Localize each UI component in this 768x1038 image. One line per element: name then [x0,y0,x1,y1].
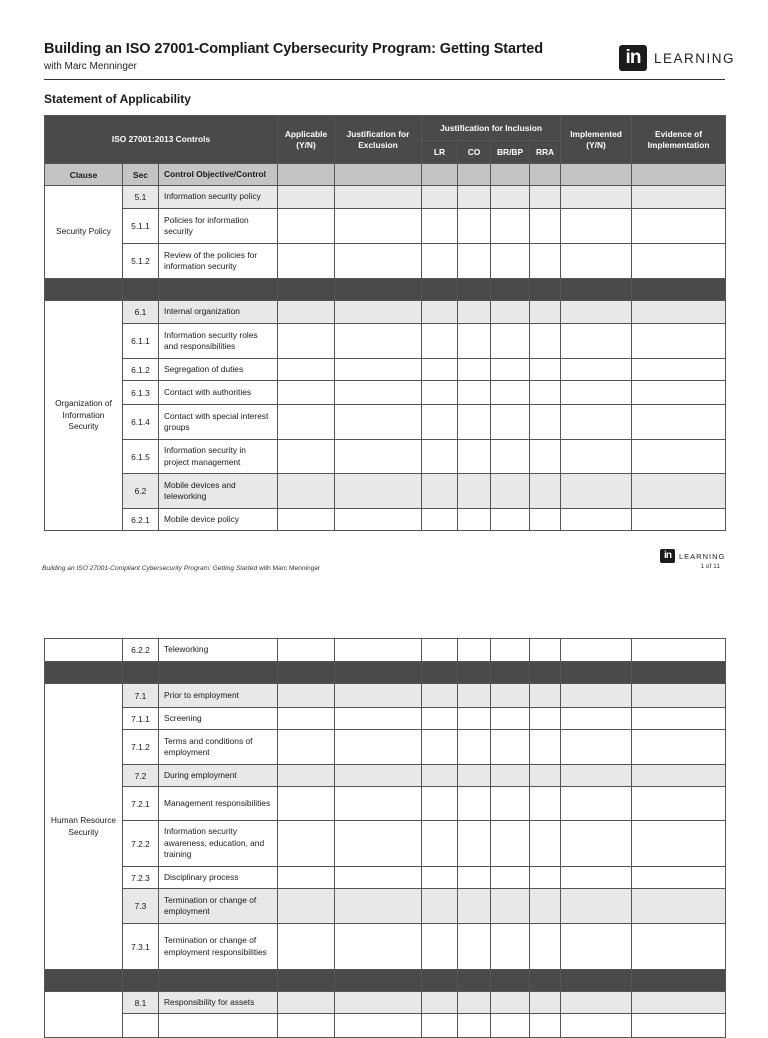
entry-cell [458,440,491,474]
control-cell: Management responsibilities [159,787,278,821]
entry-cell [491,301,530,324]
header-divider [44,79,725,80]
entry-cell [491,992,530,1014]
entry-cell [335,639,422,662]
entry-cell [335,301,422,324]
entry-cell [458,889,491,924]
entry-cell [278,1014,335,1038]
entry-cell [632,474,726,509]
control-cell: Information security policy [159,186,278,209]
entry-cell [458,381,491,405]
entry-cell [422,992,458,1014]
entry-cell [491,359,530,381]
entry-cell [561,708,632,730]
entry-cell [530,474,561,509]
control-cell: Mobile devices and teleworking [159,474,278,509]
section-divider-row [45,970,726,992]
header-lr: LR [422,141,458,164]
entry-cell [530,708,561,730]
section-number-cell: 7.3.1 [123,924,159,970]
entry-cell [422,405,458,440]
section-number-cell: 8.1 [123,992,159,1014]
footer-brand-wordmark: LEARNING [679,551,726,561]
entry-cell [491,765,530,787]
entry-cell [632,186,726,209]
entry-cell [278,509,335,531]
entry-cell [561,1014,632,1038]
entry-cell [561,765,632,787]
entry-cell [632,359,726,381]
entry-cell [458,992,491,1014]
entry-cell [335,381,422,405]
table-row [45,324,726,359]
control-cell: Information security in project management [159,440,278,474]
entry-cell [458,474,491,509]
entry-cell [458,639,491,662]
entry-cell [561,186,632,209]
header-clause: Clause [45,164,123,186]
entry-cell [422,359,458,381]
footer-course-title: Building an ISO 27001-Compliant Cybersecurity Program: Getting Started [42,565,258,572]
section-number-cell: 7.2 [123,765,159,787]
section-number-cell: 7.1 [123,684,159,708]
entry-cell [422,440,458,474]
entry-cell [278,209,335,244]
entry-cell [491,924,530,970]
entry-cell [530,924,561,970]
entry-cell [458,821,491,867]
entry-cell [561,301,632,324]
control-cell: Internal organization [159,301,278,324]
table-row [45,684,726,708]
entry-cell [491,787,530,821]
entry-cell [530,359,561,381]
control-cell: Termination or change of employment [159,889,278,924]
entry-cell [491,474,530,509]
section-number-cell: 6.2.2 [123,639,159,662]
entry-cell [561,474,632,509]
entry-cell [632,765,726,787]
entry-cell [530,684,561,708]
entry-cell [335,867,422,889]
entry-cell [422,509,458,531]
linkedin-in-icon: in [619,45,647,71]
control-cell: Information security awareness, education, and training [159,821,278,867]
entry-cell [530,301,561,324]
entry-cell [561,821,632,867]
entry-cell [335,765,422,787]
table-row [45,889,726,924]
entry-cell [491,509,530,531]
clause-cell [45,992,123,1038]
entry-cell [422,889,458,924]
entry-cell [561,867,632,889]
entry-cell [278,301,335,324]
entry-cell [278,405,335,440]
control-cell: Disciplinary process [159,867,278,889]
entry-cell [491,867,530,889]
table-row [45,381,726,405]
entry-cell [530,787,561,821]
entry-cell [561,244,632,279]
section-number-cell: 6.1.3 [123,381,159,405]
control-cell: Screening [159,708,278,730]
applicability-table-continued [44,638,726,1038]
entry-cell [335,324,422,359]
table-row [45,244,726,279]
entry-cell [632,440,726,474]
section-number-cell: 6.1.2 [123,359,159,381]
table-row [45,924,726,970]
entry-cell [561,359,632,381]
entry-cell [491,684,530,708]
table-body-page-1 [45,186,726,531]
section-number-cell: 5.1 [123,186,159,209]
entry-cell [422,765,458,787]
entry-cell [278,474,335,509]
entry-cell [561,684,632,708]
entry-cell [422,301,458,324]
entry-cell [278,708,335,730]
entry-cell [422,821,458,867]
entry-cell [458,787,491,821]
section-number-cell: 5.1.2 [123,244,159,279]
table-row [45,992,726,1014]
header-applicable: Applicable (Y/N) [278,116,335,164]
entry-cell [422,474,458,509]
entry-cell [632,381,726,405]
entry-cell [530,405,561,440]
table-row [45,474,726,509]
entry-cell [632,708,726,730]
entry-cell [278,992,335,1014]
header-justification-inclusion: Justification for Inclusion [422,116,561,141]
entry-cell [530,509,561,531]
entry-cell [335,509,422,531]
entry-cell [530,186,561,209]
entry-cell [561,730,632,765]
section-title: Statement of Applicability [44,92,191,106]
entry-cell [422,708,458,730]
entry-cell [491,440,530,474]
entry-cell [422,867,458,889]
entry-cell [632,301,726,324]
entry-cell [632,889,726,924]
control-cell: Terms and conditions of employment [159,730,278,765]
applicability-table [44,115,726,531]
table-row [45,730,726,765]
entry-cell [422,381,458,405]
entry-cell [561,324,632,359]
control-cell [159,1014,278,1038]
entry-cell [458,924,491,970]
header-control: Control Objective/Control [159,164,278,186]
entry-cell [278,924,335,970]
section-number-cell: 7.2.3 [123,867,159,889]
entry-cell [278,684,335,708]
entry-cell [278,765,335,787]
entry-cell [491,405,530,440]
entry-cell [491,244,530,279]
entry-cell [278,359,335,381]
entry-cell [458,730,491,765]
entry-cell [458,867,491,889]
section-number-cell: 6.1.1 [123,324,159,359]
clause-cell: Security Policy [45,186,123,279]
table-row [45,867,726,889]
entry-cell [561,405,632,440]
entry-cell [422,730,458,765]
entry-cell [335,209,422,244]
section-number-cell: 6.2 [123,474,159,509]
entry-cell [458,765,491,787]
control-cell: During employment [159,765,278,787]
section-number-cell: 7.1.2 [123,730,159,765]
table-row [45,405,726,440]
entry-cell [561,209,632,244]
entry-cell [491,209,530,244]
entry-cell [491,639,530,662]
section-number-cell: 7.2.2 [123,821,159,867]
header-sec: Sec [123,164,159,186]
header-co: CO [458,141,491,164]
table-row [45,440,726,474]
entry-cell [458,708,491,730]
control-cell: Teleworking [159,639,278,662]
section-number-cell: 5.1.1 [123,209,159,244]
page-number: 1 of 11 [700,563,720,570]
entry-cell [491,324,530,359]
table-row [45,639,726,662]
entry-cell [491,1014,530,1038]
entry-cell [458,405,491,440]
header-brbp: BR/BP [491,141,530,164]
section-number-cell: 6.1 [123,301,159,324]
entry-cell [335,924,422,970]
section-number-cell: 6.2.1 [123,509,159,531]
entry-cell [335,708,422,730]
entry-cell [491,889,530,924]
entry-cell [335,186,422,209]
entry-cell [561,787,632,821]
header-implemented: Implemented (Y/N) [561,116,632,164]
table-row [45,1014,726,1038]
entry-cell [422,244,458,279]
linkedin-in-icon: in [660,549,675,563]
table-body-page-2 [45,639,726,1038]
entry-cell [335,440,422,474]
clause-cell: Organization of Information Security [45,301,123,531]
control-cell: Prior to employment [159,684,278,708]
entry-cell [335,730,422,765]
entry-cell [335,821,422,867]
control-cell: Responsibility for assets [159,992,278,1014]
entry-cell [278,821,335,867]
entry-cell [561,924,632,970]
control-cell: Policies for information security [159,209,278,244]
section-divider-row [45,279,726,301]
clause-cell [45,639,123,662]
control-cell: Mobile device policy [159,509,278,531]
table-row [45,765,726,787]
entry-cell [335,474,422,509]
entry-cell [530,381,561,405]
entry-cell [458,244,491,279]
section-number-cell: 7.3 [123,889,159,924]
section-number-cell: 7.2.1 [123,787,159,821]
entry-cell [335,244,422,279]
section-number-cell [123,1014,159,1038]
document-title: Building an ISO 27001-Compliant Cybersecurity Program: Getting Started [44,41,543,57]
table-row [45,708,726,730]
entry-cell [335,1014,422,1038]
entry-cell [491,730,530,765]
entry-cell [561,440,632,474]
entry-cell [632,787,726,821]
entry-cell [491,381,530,405]
entry-cell [278,867,335,889]
entry-cell [278,639,335,662]
entry-cell [561,992,632,1014]
entry-cell [278,787,335,821]
footer-course-text [42,565,320,572]
entry-cell [491,821,530,867]
entry-cell [530,992,561,1014]
entry-cell [632,324,726,359]
entry-cell [561,509,632,531]
entry-cell [422,209,458,244]
entry-cell [561,639,632,662]
table-row [45,186,726,209]
footer-logo [660,549,725,563]
header-rra: RRA [530,141,561,164]
entry-cell [278,730,335,765]
entry-cell [278,440,335,474]
entry-cell [561,381,632,405]
control-cell: Review of the policies for information security [159,244,278,279]
clause-cell: Human Resource Security [45,684,123,970]
entry-cell [632,405,726,440]
entry-cell [632,684,726,708]
section-number-cell: 7.1.1 [123,708,159,730]
entry-cell [530,765,561,787]
entry-cell [530,440,561,474]
entry-cell [335,684,422,708]
entry-cell [530,244,561,279]
entry-cell [458,1014,491,1038]
control-cell: Segregation of duties [159,359,278,381]
entry-cell [632,1014,726,1038]
entry-cell [422,787,458,821]
entry-cell [278,244,335,279]
entry-cell [491,708,530,730]
linkedin-learning-logo [619,45,735,71]
entry-cell [422,924,458,970]
entry-cell [458,509,491,531]
entry-cell [335,787,422,821]
header-justification-exclusion: Justification for Exclusion [335,116,422,164]
entry-cell [422,684,458,708]
entry-cell [335,889,422,924]
header-evidence: Evidence of Implementation [632,116,726,164]
entry-cell [422,324,458,359]
control-cell: Termination or change of employment responsibilities [159,924,278,970]
entry-cell [530,867,561,889]
entry-cell [458,301,491,324]
entry-cell [458,359,491,381]
entry-cell [458,186,491,209]
entry-cell [422,1014,458,1038]
section-number-cell: 6.1.4 [123,405,159,440]
table-row [45,509,726,531]
entry-cell [278,889,335,924]
table-row [45,301,726,324]
entry-cell [422,186,458,209]
entry-cell [278,186,335,209]
entry-cell [530,209,561,244]
section-divider-row [45,662,726,684]
entry-cell [632,509,726,531]
entry-cell [632,730,726,765]
control-cell: Information security roles and responsibilities [159,324,278,359]
section-number-cell: 6.1.5 [123,440,159,474]
entry-cell [278,324,335,359]
table-row [45,359,726,381]
table-row [45,787,726,821]
entry-cell [632,821,726,867]
entry-cell [530,889,561,924]
document-subtitle: with Marc Menninger [44,61,137,72]
entry-cell [632,639,726,662]
entry-cell [335,992,422,1014]
entry-cell [530,324,561,359]
brand-wordmark: LEARNING [654,50,736,66]
entry-cell [530,821,561,867]
entry-cell [278,381,335,405]
table-row [45,821,726,867]
control-cell: Contact with special interest groups [159,405,278,440]
entry-cell [335,405,422,440]
entry-cell [632,867,726,889]
entry-cell [561,889,632,924]
entry-cell [458,209,491,244]
header-iso-controls: ISO 27001:2013 Controls [45,116,278,164]
entry-cell [632,924,726,970]
entry-cell [632,992,726,1014]
entry-cell [632,244,726,279]
control-cell: Contact with authorities [159,381,278,405]
table-row [45,209,726,244]
entry-cell [335,359,422,381]
entry-cell [530,639,561,662]
entry-cell [458,324,491,359]
entry-cell [632,209,726,244]
entry-cell [530,730,561,765]
document-page-2 [0,590,768,1024]
entry-cell [491,186,530,209]
entry-cell [530,1014,561,1038]
entry-cell [458,684,491,708]
footer-instructor: with Marc Menninger [258,565,321,572]
entry-cell [422,639,458,662]
